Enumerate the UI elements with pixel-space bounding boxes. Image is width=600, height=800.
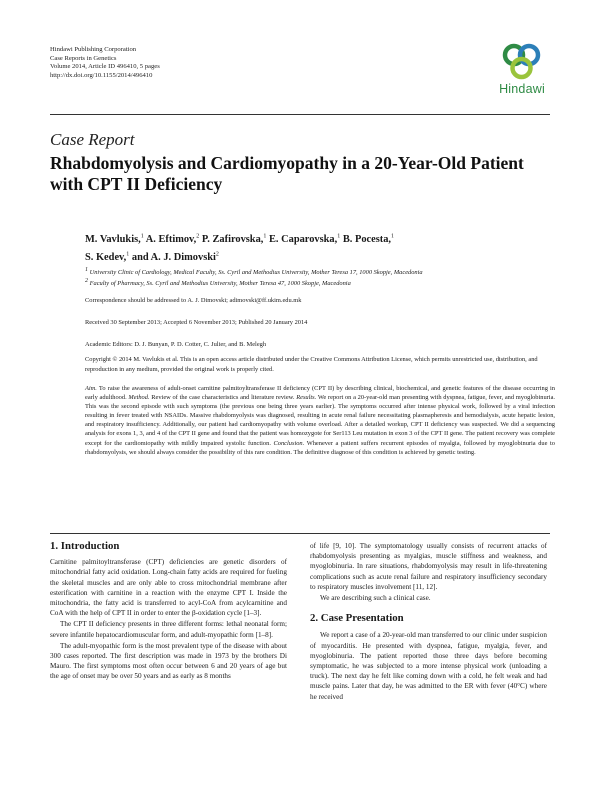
case-paragraph-1: We report a case of a 20-year-old man transferred to our clinic under suspicion of myocarditis. He presented with dyspnea, fatigue, myalgia, fever, and myoglobinuria. The patient reported those three days before becoming symptomatic, he was subjected to a more intense physical work (unloading a truck). The next day he felt like coming down with a cold, he felt weak and had muscle pains. Later that day, he was admitted to the ER with fever (40°C) where he received — [310, 631, 547, 701]
publisher-name: Hindawi Publishing Corporation — [50, 46, 137, 53]
intro-paragraph-4: of life [9, 10]. The symptomatology usually consists of recurrent attacks of rhabdomyolysis presenting as myalgias, muscle stiffness and weakness, and myoglobinuria. In rare situations, rhabdomyolysis may result in life-threatening complications such as acute renal failure and respiratory insufficiency secondary to respiratory muscles involvement [11, 12]. — [310, 542, 547, 591]
volume-info: Volume 2014, Article ID 496410, 5 pages — [50, 63, 160, 71]
abstract-divider — [50, 533, 550, 534]
header-divider — [50, 114, 550, 115]
abstract: Aim. To raise the awareness of adult-onset carnitine palmitoyltransferase II deficiency (CPT II) by describing clinical, biochemical, and genetic features of the disease occurring in early adulthood. Method. Review of the case characteristics and literature review. Results. We report on a 20-year-old man presenting with dyspnea, fatigue, fever, and myoglobinuria. This was the second episode with such symptoms (the previous one being three years earlier). The symptoms occurred after intense physical work, followed by a viral infection resulting in fever treated with NSAIDs. Massive rhabdomyolysis was diagnosed, resulting in acute renal failure necessitating plasmapheresis and hemodialysis, acute hepatic lesion, and respiratory insufficiency. Additionally, our patient had cardiomyopathy with volume overload. After a detailed workup, CPT II deficiency was suspected. We did a sequencing analysis for exons 1, 3, and 4 of the CPT II gene and found that the patient was homozygote for Ser113 Leu mutation in exon 3 of the CPT II gene. The patient recovery was complete except for the cardiomiopathy with mildly impaired systolic function. Conclusion. Whenever a patient suffers recurrent episodes of myalgia, followed by myoglobinuria due to rhabdomyolysis, we should always consider the possibility of this rare condition. The definitive diagnose of this condition is achieved by genetic testing. — [85, 385, 556, 456]
intro-paragraph-3: The adult-myopathic form is the most prevalent type of the disease with about 300 cases reported. The first description was made in 1973 by the brothers Di Mauro. The first symptoms most often occur between 6 and 20 years of age but the age of onset may be over 50 years and as early as 8 months — [50, 641, 287, 681]
journal-name: Case Reports in Genetics — [50, 54, 117, 62]
intro-paragraph-1: Carnitine palmitoyltransferase (CPT) deficiencies are genetic disorders of mitochondrial fatty acid oxidation. Long-chain fatty acids are required for fueling the skeletal muscles and are only able to cross mitochondrial membrane after esterification with carnitine in a reaction with the enzyme CPT I. Inside the mitochondria, the fatty acid is transferred to acyl-CoA from acylcarnitine and CoA with the help of CPT II in order to enter the β-oxidation cycle [1–3]. — [50, 558, 287, 618]
copyright-notice: Copyright © 2014 M. Vavlukis et al. This is an open access article distributed under the Creative Commons Attribution License, which permits unrestricted use, distribution, and reproduction in any medium, provided the original work is properly cited. — [85, 356, 538, 373]
author: S. Kedev,$^1$ — [85, 251, 130, 263]
logo-wordmark: Hindawi — [499, 82, 545, 96]
right-column — [310, 541, 547, 703]
intro-paragraph-5: We are describing such a clinical case. — [320, 594, 431, 603]
intro-heading: 1. Introduction — [50, 540, 120, 552]
academic-editors: Academic Editors: D. J. Bunyan, P. D. Cotter, C. Julier, and B. Melegh — [85, 341, 267, 348]
hindawi-logo — [492, 42, 552, 96]
left-column — [50, 541, 287, 683]
publication-dates: Received 30 September 2013; Accepted 6 November 2013; Published 20 January 2014 — [85, 319, 308, 326]
publication-info — [50, 46, 160, 80]
hindawi-logo-icon — [500, 42, 544, 82]
affiliation-1: $^1$ University Clinic of Cardiology, Medical Faculty, Ss. Cyril and Methodius University, Mother Teresa 17, 1000 Skopje, Macedonia — [85, 267, 423, 277]
author: P. Zafirovska,$^1$ — [201, 234, 267, 246]
doi-link[interactable]: http://dx.doi.org/10.1155/2014/496410 — [50, 71, 153, 79]
author: E. Caparovska,$^1$ — [269, 234, 341, 246]
affiliation-2: $^2$ Faculty of Pharmacy, Ss. Cyril and Methodius University, Mother Teresa 47, 1000 Skopje, Macedonia — [85, 278, 351, 288]
correspondence: Correspondence should be addressed to A. J. Dimovski; adimovski@ff.ukim.edu.mk — [85, 297, 302, 304]
author-list — [85, 230, 555, 265]
author: and A. J. Dimovski$^2$ — [131, 251, 219, 263]
author: B. Pocesta,$^1$ — [342, 234, 395, 246]
author: M. Vavlukis,$^1$ — [85, 234, 144, 246]
case-heading: 2. Case Presentation — [310, 612, 404, 625]
author: A. Eftimov,$^2$ — [145, 234, 200, 246]
article-type: Case Report — [50, 130, 135, 149]
intro-paragraph-2: The CPT II deficiency presents in three different forms: lethal neonatal form; severe infantile hepatocardiomuscular form, and adult-myopathic form [1–8]. — [50, 620, 287, 639]
article-title: Rhabdomyolysis and Cardiomyopathy in a 20-Year-Old Patient with CPT II Deficiency — [50, 153, 524, 194]
